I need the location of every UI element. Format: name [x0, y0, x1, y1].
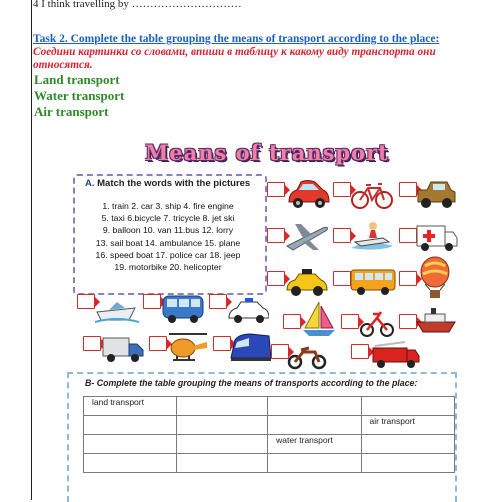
table-cell[interactable] [361, 397, 454, 416]
section-a-heading [85, 178, 250, 189]
category-land: Land transport [34, 72, 120, 87]
table-cell[interactable] [177, 416, 268, 435]
motorbike-icon [287, 340, 327, 370]
answer-box[interactable] [351, 344, 369, 359]
table-cell[interactable] [361, 435, 454, 454]
ship-icon [415, 306, 457, 336]
word-line: 5. taxi 6.bicycle 7. tricycle 8. jet ski [101, 213, 235, 224]
fire-engine-icon [371, 340, 421, 370]
police-car-icon [225, 298, 269, 326]
task-title-text: Task 2. Complete the table grouping the means of transport according to the place: [33, 33, 440, 45]
lorry-icon [101, 332, 145, 366]
category-air: Air transport [34, 104, 109, 119]
bus-icon [349, 264, 397, 298]
word-line: 1. train 2. car 3. ship 4. fire engine [102, 201, 234, 211]
task-title [33, 33, 493, 46]
table-cell[interactable] [84, 416, 177, 435]
car-icon [285, 178, 331, 212]
answer-box[interactable] [267, 182, 285, 197]
ambulance-icon [415, 222, 459, 254]
word-line: 9. balloon 10. van 11.bus 12. lorry [102, 225, 234, 236]
jet-ski-icon [349, 218, 395, 254]
answer-box[interactable] [333, 182, 351, 197]
table-cell[interactable] [177, 435, 268, 454]
worksheet-title: Means of transport [145, 140, 389, 165]
table-cell[interactable]: air transport [361, 416, 454, 435]
table-cell[interactable] [84, 454, 177, 473]
answer-box[interactable] [399, 271, 417, 286]
van-icon [161, 292, 205, 326]
sail-boat-icon [301, 300, 337, 338]
table-cell[interactable] [268, 397, 361, 416]
train-icon [229, 332, 273, 364]
helicopter-icon [165, 328, 209, 364]
word-line: 16. speed boat 17. police car 18. jeep [95, 249, 241, 260]
section-a-letter: A. [85, 178, 95, 189]
word-line: 13. sail boat 14. ambulance 15. plane [95, 237, 241, 248]
worksheet-image [65, 128, 455, 500]
table-cell[interactable] [361, 454, 454, 473]
answer-box[interactable] [341, 314, 359, 329]
table-cell[interactable] [268, 454, 361, 473]
word-line: 19. motorbike 20. helicopter [114, 262, 222, 273]
task-instruction-russian: Соедини картинки со словами, впиши в таблицу к какому виду транспорта они относятся. [33, 46, 436, 71]
category-water: Water transport [34, 88, 125, 103]
answer-box[interactable] [143, 294, 161, 309]
jeep-icon [415, 178, 457, 212]
tricycle-icon [359, 308, 395, 338]
word-list [75, 200, 261, 273]
answer-box[interactable] [83, 336, 101, 351]
table-cell[interactable] [177, 454, 268, 473]
table-row [84, 435, 455, 454]
speed-boat-icon [95, 298, 139, 326]
table-row [84, 397, 455, 416]
taxi-icon [283, 268, 329, 298]
balloon-icon [417, 256, 453, 300]
section-a-heading-text: Match the words with the pictures [97, 178, 251, 189]
bicycle-icon [350, 180, 394, 212]
table-cell[interactable] [177, 397, 268, 416]
section-b-heading: B- Complete the table grouping the means of transports according to the place: [85, 378, 418, 388]
table-cell[interactable]: land transport [84, 397, 177, 416]
table-row [84, 416, 455, 435]
previous-exercise-line: 4 I think travelling by ………………………… [33, 0, 242, 10]
plane-icon [283, 220, 331, 254]
answer-box[interactable] [283, 314, 301, 329]
answer-box[interactable] [77, 294, 95, 309]
grouping-table [83, 396, 455, 473]
table-cell[interactable]: water transport [268, 435, 361, 454]
margin-line [31, 0, 32, 500]
table-cell[interactable] [268, 416, 361, 435]
table-cell[interactable] [84, 435, 177, 454]
table-row [84, 454, 455, 473]
